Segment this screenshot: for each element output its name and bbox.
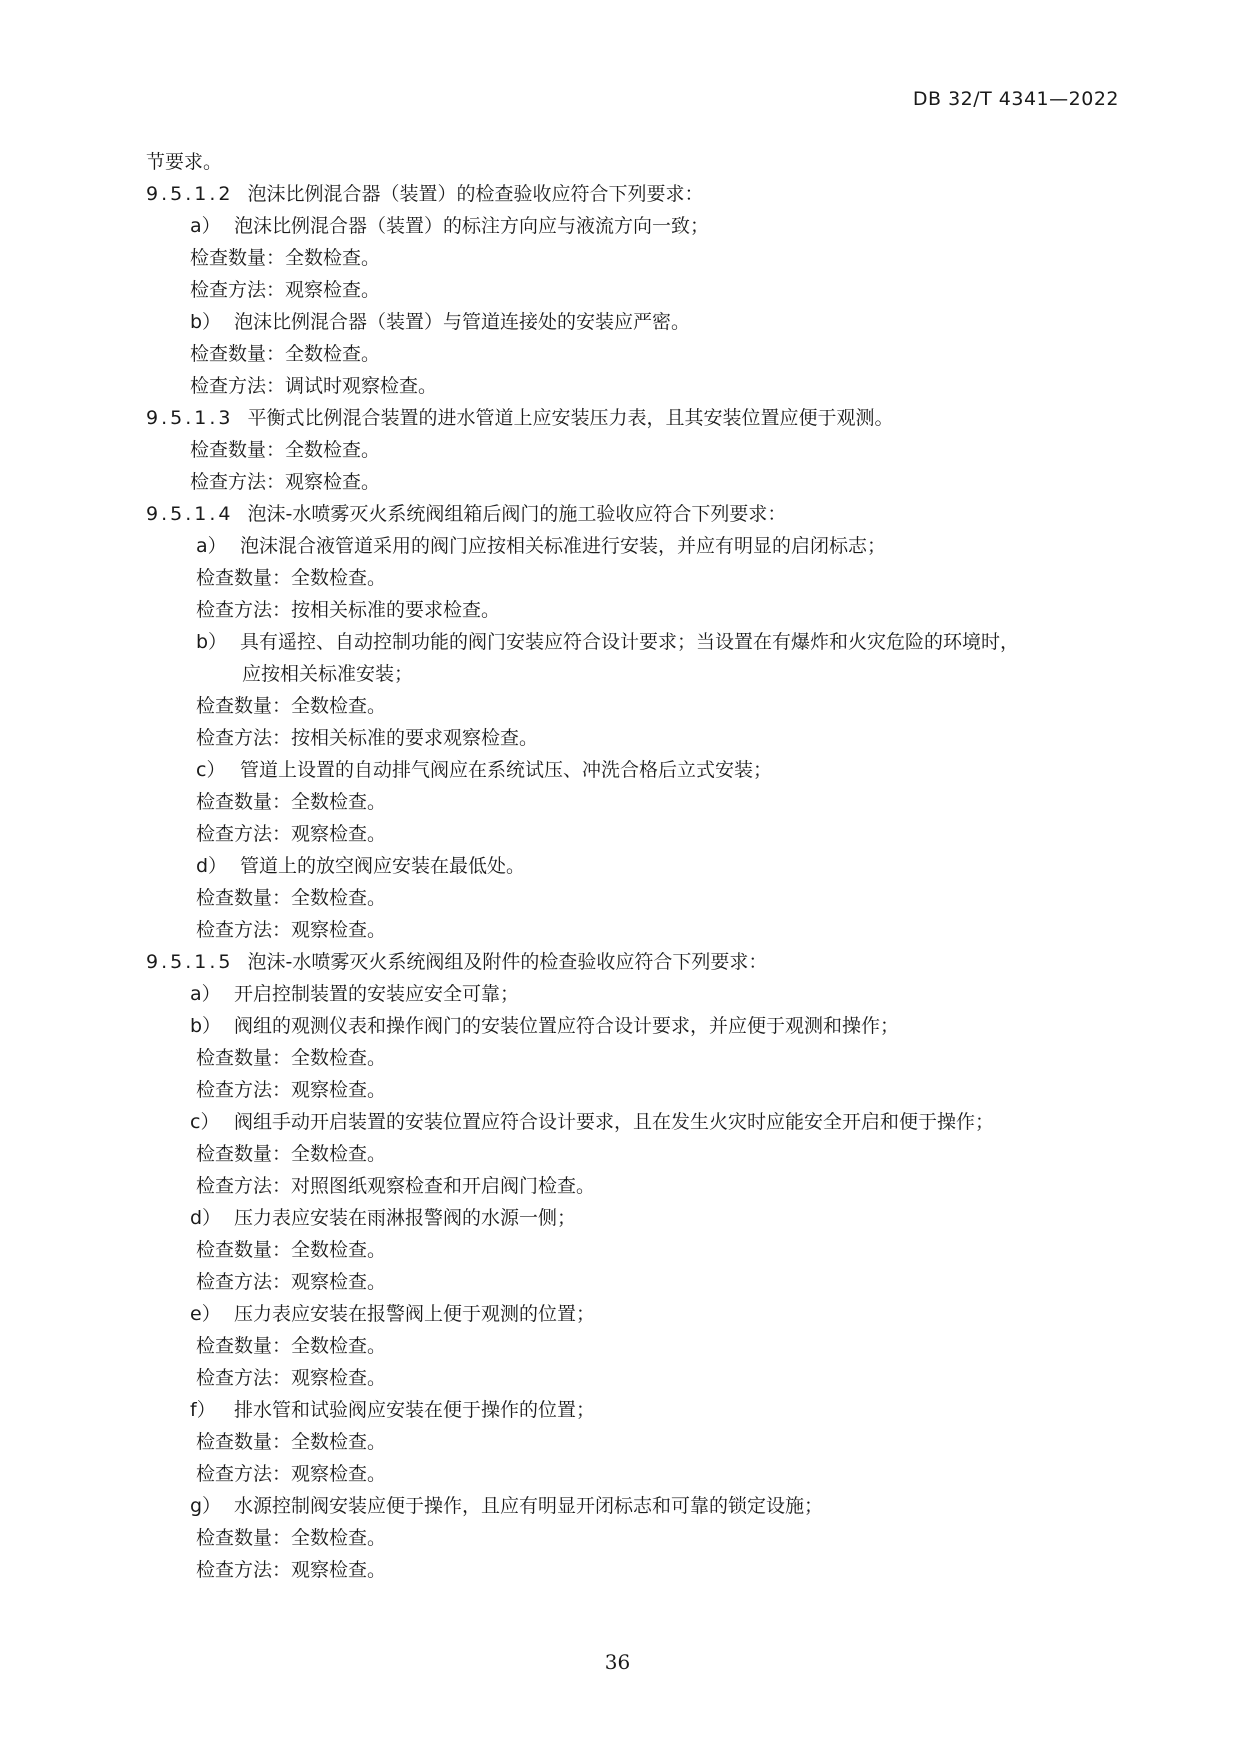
list-item-text: 开启控制装置的安装应安全可靠； [234,983,520,1005]
list-item [146,1490,1126,1522]
check-line: 检查方法：观察检查。 [196,1079,387,1101]
clause-line [146,178,1126,210]
check-line: 检查方法：观察检查。 [196,919,387,941]
check-line: 检查方法：观察检查。 [196,1271,387,1293]
list-item-text: 具有遥控、自动控制功能的阀门安装应符合设计要求；当设置在有爆炸和火灾危险的环境时， [240,631,1020,653]
list-item [146,1298,1126,1330]
check-line: 检查方法：按相关标准的要求检查。 [196,599,501,621]
list-item-text: 阀组的观测仪表和操作阀门的安装位置应符合设计要求，并应便于观测和操作； [234,1015,900,1037]
check-line: 检查方法：观察检查。 [196,823,387,845]
check-line: 检查方法：按相关标准的要求观察检查。 [196,727,539,749]
check-line: 检查数量：全数检查。 [196,887,387,909]
check-line: 检查数量：全数检查。 [196,1047,387,1069]
clause-text: 泡沫-水喷雾灭火系统阀组及附件的检查验收应符合下列要求： [247,951,768,973]
list-item-text: 管道上设置的自动排气阀应在系统试压、冲洗合格后立式安装； [240,759,773,781]
clause-number: 9.5.1.3 [146,407,234,429]
clause-line [146,946,1126,978]
list-item-text: 阀组手动开启装置的安装位置应符合设计要求，且在发生火灾时应能安全开启和便于操作； [234,1111,995,1133]
list-item [146,626,1126,658]
check-line: 检查方法：观察检查。 [196,1559,387,1581]
check-line: 检查数量：全数检查。 [190,247,381,269]
list-item-text: 管道上的放空阀应安装在最低处。 [240,855,526,877]
list-item-marker: b） [190,1015,222,1037]
list-item [146,978,1126,1010]
list-item-marker: g） [190,1495,222,1517]
clause-line [146,498,1126,530]
list-item-marker: a） [196,535,227,557]
list-item [146,1106,1126,1138]
list-item-marker: c） [190,1111,220,1133]
list-item-text: 泡沫混合液管道采用的阀门应按相关标准进行安装，并应有明显的启闭标志； [240,535,887,557]
list-item-text: 压力表应安装在报警阀上便于观测的位置； [234,1303,596,1325]
document-body [146,146,1126,1586]
list-item-marker: f） [190,1399,216,1421]
check-line: 检查数量：全数检查。 [196,695,387,717]
list-item-marker: b） [190,311,222,333]
page-number: 36 [604,1650,631,1674]
check-line: 检查数量：全数检查。 [196,1143,387,1165]
list-item [146,210,1126,242]
check-line: 检查方法：观察检查。 [196,1463,387,1485]
list-item-marker: b） [196,631,228,653]
clause-text: 泡沫-水喷雾灭火系统阀组箱后阀门的施工验收应符合下列要求： [247,503,787,525]
document-code: DB 32/T 4341—2022 [912,88,1119,110]
check-line: 检查方法：调试时观察检查。 [190,375,438,397]
list-item-text: 排水管和试验阀应安装在便于操作的位置； [234,1399,596,1421]
list-item-text: 压力表应安装在雨淋报警阀的水源一侧； [234,1207,577,1229]
list-item-text: 水源控制阀安装应便于操作，且应有明显开闭标志和可靠的锁定设施； [234,1495,824,1517]
list-item-marker: c） [196,759,226,781]
check-line: 检查数量：全数检查。 [196,1431,387,1453]
check-line: 检查方法：观察检查。 [190,279,381,301]
list-item [146,850,1126,882]
check-line: 检查方法：对照图纸观察检查和开启阀门检查。 [196,1175,596,1197]
list-item-text: 泡沫比例混合器（装置）的标注方向应与液流方向一致； [234,215,710,237]
list-item [146,754,1126,786]
text-line: 节要求。 [146,151,223,173]
clause-text: 泡沫比例混合器（装置）的检查验收应符合下列要求： [247,183,704,205]
list-item [146,306,1126,338]
list-item-marker: d） [196,855,228,877]
list-item-marker: e） [190,1303,221,1325]
list-item [146,530,1126,562]
clause-line [146,402,1126,434]
check-line: 检查数量：全数检查。 [196,791,387,813]
list-item-marker: a） [190,215,221,237]
check-line: 检查方法：观察检查。 [190,471,381,493]
check-line: 检查数量：全数检查。 [196,1527,387,1549]
list-item-text: 泡沫比例混合器（装置）与管道连接处的安装应严密。 [234,311,691,333]
text-line: 应按相关标准安装； [242,663,414,685]
check-line: 检查方法：观察检查。 [196,1367,387,1389]
clause-number: 9.5.1.5 [146,951,234,973]
list-item [146,1394,1126,1426]
list-item-marker: a） [190,983,221,1005]
list-item [146,1010,1126,1042]
check-line: 检查数量：全数检查。 [196,567,387,589]
check-line: 检查数量：全数检查。 [190,439,381,461]
list-item [146,1202,1126,1234]
check-line: 检查数量：全数检查。 [196,1239,387,1261]
check-line: 检查数量：全数检查。 [196,1335,387,1357]
clause-text: 平衡式比例混合装置的进水管道上应安装压力表，且其安装位置应便于观测。 [247,407,894,429]
list-item-marker: d） [190,1207,222,1229]
check-line: 检查数量：全数检查。 [190,343,381,365]
clause-number: 9.5.1.2 [146,183,234,205]
clause-number: 9.5.1.4 [146,503,234,525]
